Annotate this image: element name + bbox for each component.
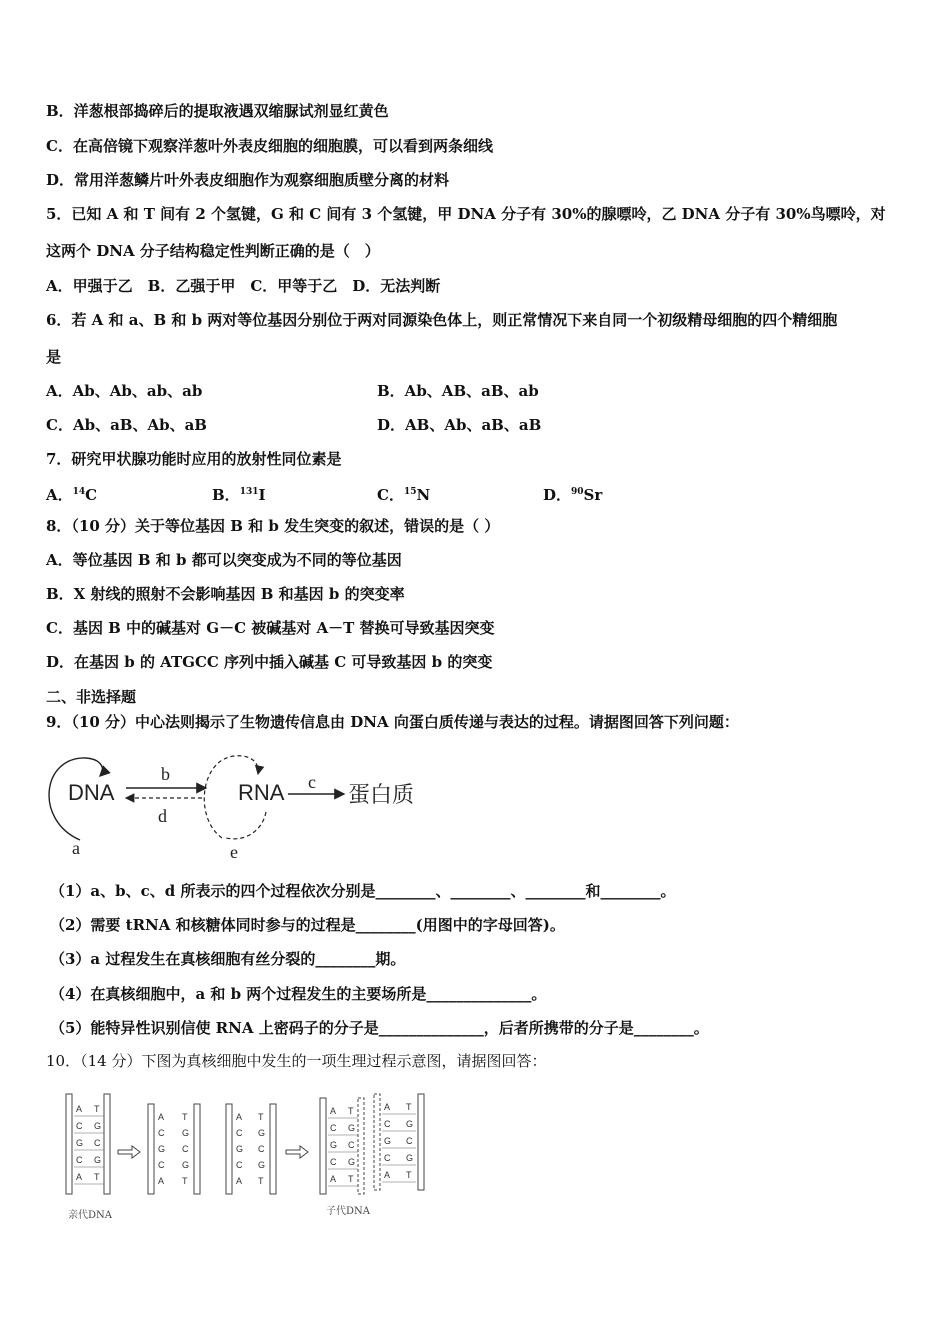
base-letter: T xyxy=(348,1174,354,1184)
unwinding-stage xyxy=(148,1104,200,1194)
base-letter: G xyxy=(348,1123,356,1133)
dna-replication-diagram xyxy=(58,1084,438,1224)
q7-option-b: B．$^{131}$I xyxy=(212,486,266,504)
q9-sub4: （4）在真核细胞中，a 和 b 两个过程发生的主要场所是______________。 xyxy=(50,985,547,1003)
base-letter: T xyxy=(348,1106,354,1116)
q7-c-mass-number: 15 xyxy=(403,487,417,497)
base-letter: C xyxy=(330,1157,337,1167)
label-d: d xyxy=(158,806,167,826)
base-letter: A xyxy=(384,1102,391,1112)
base-letter: C xyxy=(384,1153,391,1163)
q8-option-b: B．X 射线的照射不会影响基因 B 和基因 b 的突变率 xyxy=(46,585,405,603)
arrow-right-icon xyxy=(286,1146,308,1158)
base-letter: A xyxy=(384,1170,391,1180)
base-letter: G xyxy=(182,1128,190,1138)
base-letter: C xyxy=(406,1136,413,1146)
q6-stem-line1: 6．若 A 和 a、B 和 b 两对等位基因分别位于两对同源染色体上，则正常情况下来自同一个初级精母细胞的四个精细胞 xyxy=(46,311,838,329)
base-letter: A xyxy=(76,1172,83,1182)
q6-option-b: B．Ab、AB、aB、ab xyxy=(377,382,539,400)
label-b: b xyxy=(161,764,170,784)
base-letter: C xyxy=(258,1144,265,1154)
base-letter: T xyxy=(258,1112,264,1122)
base-letter: T xyxy=(406,1170,412,1180)
q8-option-c: C．基因 B 中的碱基对 G－C 被碱基对 A－T 替换可导致基因突变 xyxy=(46,619,495,637)
base-letter: T xyxy=(182,1176,188,1186)
q7-option-c: C．$^{15}$N xyxy=(377,486,431,504)
q6-option-c: C．Ab、aB、Ab、aB xyxy=(46,416,207,434)
base-letter: C xyxy=(76,1121,83,1131)
base-letter: G xyxy=(384,1136,392,1146)
q4-option-d: D．常用洋葱鳞片叶外表皮细胞作为观察细胞质壁分离的材料 xyxy=(46,171,450,189)
base-letter: C xyxy=(158,1128,165,1138)
base-letter: C xyxy=(182,1144,189,1154)
q5-options: A．甲强于乙 B．乙强于甲 C．甲等于乙 D．无法判断 xyxy=(46,277,441,295)
base-letter: G xyxy=(76,1138,84,1148)
q9-sub3: （3）a 过程发生在真核细胞有丝分裂的________期。 xyxy=(50,950,406,968)
base-letter: A xyxy=(236,1112,243,1122)
label-e: e xyxy=(230,842,238,862)
base-letter: A xyxy=(236,1176,243,1186)
central-dogma-diagram xyxy=(44,748,444,862)
rna-label: RNA xyxy=(238,780,285,805)
daughter-dna-stage xyxy=(320,1094,424,1194)
base-letter: C xyxy=(236,1160,243,1170)
base-letter: T xyxy=(182,1112,188,1122)
base-letter: G xyxy=(258,1128,266,1138)
q4-option-c: C．在高倍镜下观察洋葱叶外表皮细胞的细胞膜，可以看到两条细线 xyxy=(46,137,493,155)
parent-dna-label: 亲代DNA xyxy=(68,1210,112,1221)
base-letter: C xyxy=(94,1138,101,1148)
q7-d-mass-number: 90 xyxy=(571,487,584,497)
base-letter: T xyxy=(258,1176,264,1186)
q7-option-a: A．$^{14}$C xyxy=(46,486,98,504)
q7-b-mass-number: 131 xyxy=(239,487,259,497)
base-letter: C xyxy=(76,1155,83,1165)
base-letter: A xyxy=(158,1176,165,1186)
base-letter: G xyxy=(94,1121,102,1131)
q10-stem: 10．（14 分）下图为真核细胞中发生的一项生理过程示意图，请据图回答： xyxy=(46,1052,547,1070)
synthesis-stage xyxy=(226,1104,276,1194)
q7-stem: 7．研究甲状腺功能时应用的放射性同位素是 xyxy=(46,450,342,468)
base-letter: G xyxy=(258,1160,266,1170)
section-heading: 二、非选择题 xyxy=(46,688,137,706)
label-a: a xyxy=(72,838,80,858)
base-letter: G xyxy=(406,1153,414,1163)
rna-replication-loop-tail xyxy=(226,812,266,839)
base-letter: C xyxy=(348,1140,355,1150)
base-letter: A xyxy=(330,1174,337,1184)
q8-option-d: D．在基因 b 的 ATGCC 序列中插入碱基 C 可导致基因 b 的突变 xyxy=(46,653,493,671)
base-letter: T xyxy=(94,1172,100,1182)
protein-label: 蛋白质 xyxy=(348,783,415,808)
q9-stem: 9．（10 分）中心法则揭示了生物遗传信息由 DNA 向蛋白质传递与表达的过程。请据图回答下列问题： xyxy=(46,713,739,731)
q9-sub1: （1）a、b、c、d 所表示的四个过程依次分别是________、________、________和________。 xyxy=(50,882,676,900)
base-letter: G xyxy=(182,1160,190,1170)
base-letter: G xyxy=(330,1140,338,1150)
label-c: c xyxy=(308,772,316,792)
arrow-right-icon xyxy=(118,1146,140,1158)
base-letter: G xyxy=(158,1144,166,1154)
base-letter: C xyxy=(236,1128,243,1138)
base-letter: C xyxy=(384,1119,391,1129)
q6-option-a: A．Ab、Ab、ab、ab xyxy=(46,382,203,400)
base-letter: C xyxy=(158,1160,165,1170)
base-letter: G xyxy=(94,1155,102,1165)
dna-label: DNA xyxy=(68,780,115,805)
q4-option-b: B．洋葱根部捣碎后的提取液遇双缩脲试剂显红黄色 xyxy=(46,102,389,120)
child-dna-label: 子代DNA xyxy=(326,1206,370,1217)
q8-option-a: A．等位基因 B 和 b 都可以突变成为不同的等位基因 xyxy=(46,551,402,569)
parent-dna-stage xyxy=(66,1094,110,1194)
q6-stem-line2: 是 xyxy=(46,348,62,366)
base-letter: T xyxy=(94,1104,100,1114)
q7-a-mass-number: 14 xyxy=(72,487,86,497)
base-letter: G xyxy=(236,1144,244,1154)
q7-option-d: D．$^{90}$Sr xyxy=(543,486,603,504)
q6-option-d: D．AB、Ab、aB、aB xyxy=(377,416,542,434)
q5-stem-line1: 5．已知 A 和 T 间有 2 个氢键，G 和 C 间有 3 个氢键，甲 DNA 分子有 30%的腺嘌呤，乙 DNA 分子有 30%鸟嘌呤，对 xyxy=(46,205,886,223)
q9-sub5: （5）能特异性识别信使 RNA 上密码子的分子是______________，后者所携带的分子是________。 xyxy=(50,1019,709,1037)
base-letter: T xyxy=(406,1102,412,1112)
q9-sub2: （2）需要 tRNA 和核糖体同时参与的过程是________(用图中的字母回答)。 xyxy=(50,916,565,934)
q8-stem: 8．（10 分）关于等位基因 B 和 b 发生突变的叙述，错误的是（ ） xyxy=(46,517,500,535)
base-letter: A xyxy=(76,1104,83,1114)
base-letter: G xyxy=(406,1119,414,1129)
q5-stem-line2: 这两个 DNA 分子结构稳定性判断正确的是（ ） xyxy=(46,242,380,260)
base-letter: A xyxy=(158,1112,165,1122)
base-letter: G xyxy=(348,1157,356,1167)
base-letter: A xyxy=(330,1106,337,1116)
base-letter: C xyxy=(330,1123,337,1133)
